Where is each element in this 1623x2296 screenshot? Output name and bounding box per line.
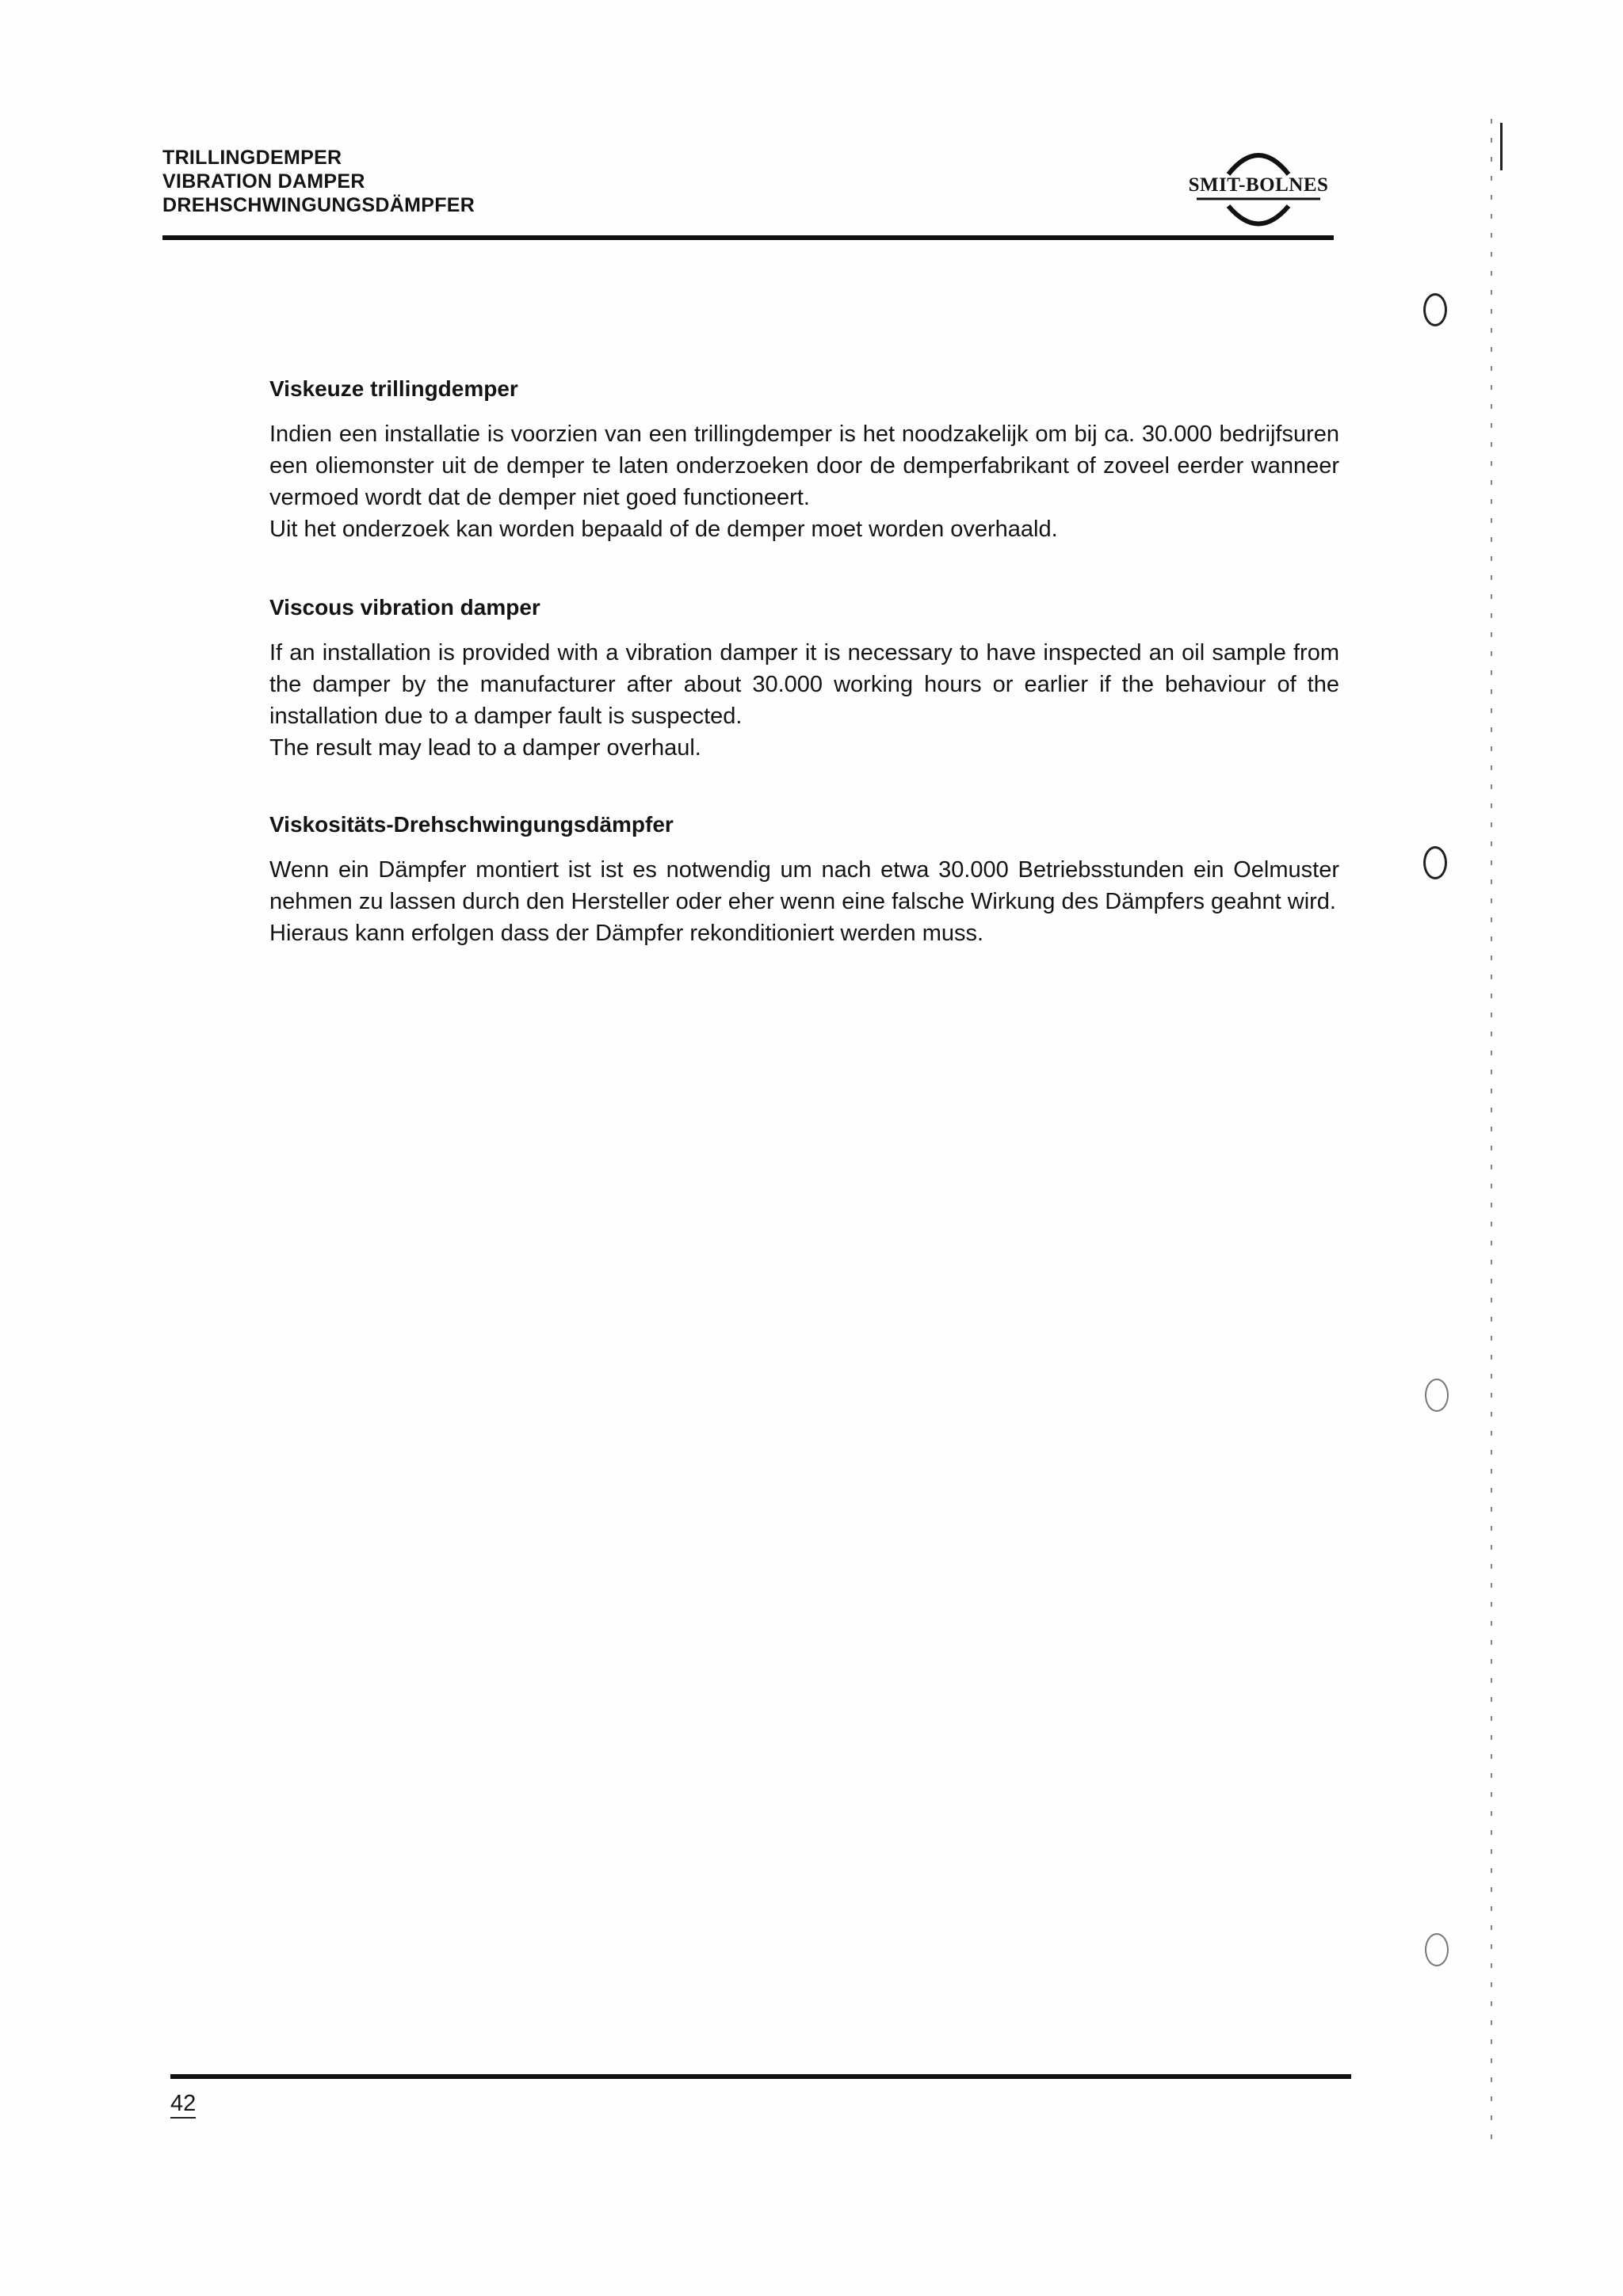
section-german (269, 811, 1339, 949)
smit-bolnes-logo (1179, 143, 1338, 238)
binder-hole-icon (1425, 1379, 1449, 1412)
binder-hole-icon (1423, 293, 1447, 326)
header-divider (162, 235, 1334, 240)
section-english (269, 594, 1339, 764)
section-heading: Viskositäts-Drehschwingungsdämpfer (269, 812, 674, 837)
scan-edge-line (1490, 119, 1494, 2139)
section-paragraph: Hieraus kann erfolgen dass der Dämpfer rekonditioniert werden muss. (269, 921, 984, 946)
binder-hole-icon (1425, 1933, 1449, 1966)
title-dutch: TRILLINGDEMPER (162, 147, 342, 169)
logo-text: SMIT-BOLNES (1188, 174, 1329, 196)
page-number: 42 (170, 2090, 196, 2119)
section-paragraph: Uit het onderzoek kan worden bepaald of de demper moet worden overhaald. (269, 517, 1058, 542)
section-paragraph: Indien een installatie is voorzien van een trillingdemper is het noodzakelijk om bij ca. 30.000 bedrijfsuren een oliemonster uit de demper te laten onderzoeken door de demperfabrikant of zoveel eerder wanneer vermoed wordt dat de demper niet goed functioneert. (269, 421, 1339, 510)
section-paragraph: If an installation is provided with a vibration damper it is necessary to have inspected an oil sample from the damper by the manufacturer after about 30.000 working hours or earlier if the behaviour of the installation due to a damper fault is suspected. (269, 640, 1339, 729)
title-german: DREHSCHWINGUNGSDÄMPFER (162, 194, 475, 216)
section-paragraph: Wenn ein Dämpfer montiert ist ist es notwendig um nach etwa 30.000 Betriebsstunden ein Oelmuster nehmen zu lassen durch den Hersteller oder eher wenn eine falsche Wirkung des Dämpfers geahnt wird. (269, 857, 1339, 914)
section-heading: Viscous vibration damper (269, 595, 540, 620)
section-paragraph: The result may lead to a damper overhaul. (269, 735, 701, 761)
footer-divider (170, 2074, 1351, 2079)
section-dutch (269, 376, 1339, 545)
binder-hole-icon (1423, 846, 1447, 879)
title-english: VIBRATION DAMPER (162, 170, 365, 193)
section-heading: Viskeuze trillingdemper (269, 376, 518, 401)
header-titles (162, 146, 475, 217)
scan-edge-mark (1500, 123, 1503, 170)
